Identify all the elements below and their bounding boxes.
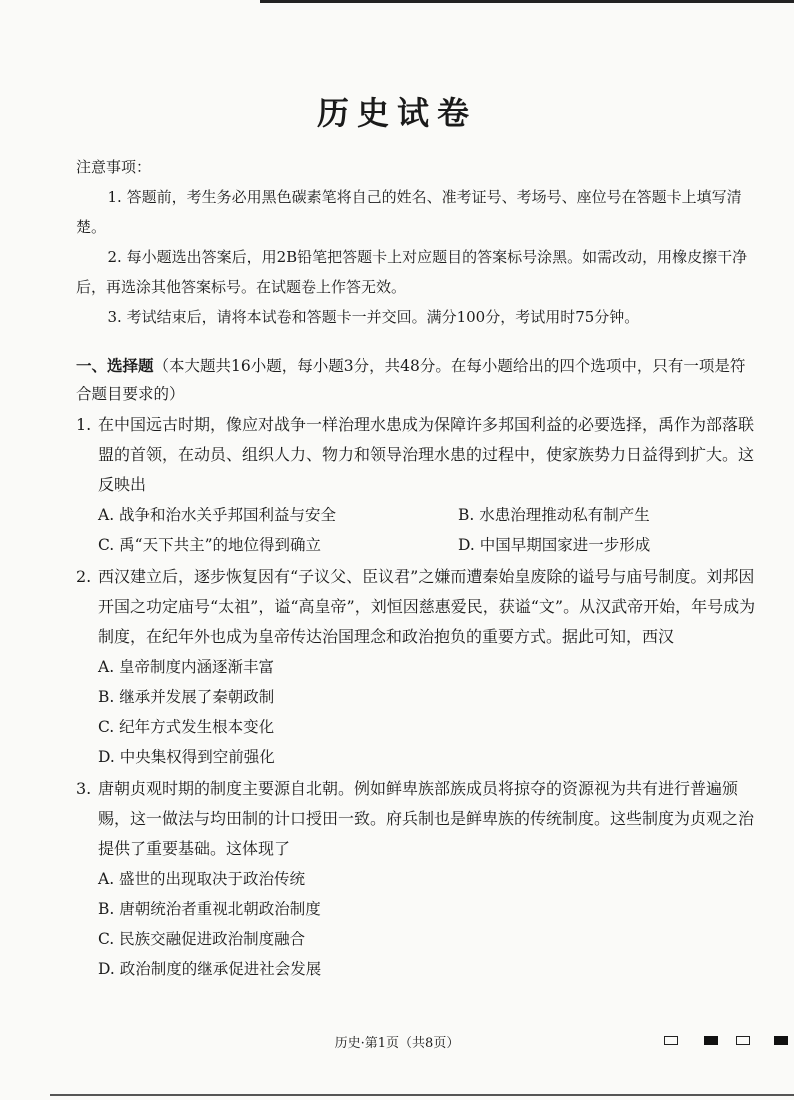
section-heading bbox=[76, 352, 756, 408]
option-d: D. 中央集权得到空前强化 bbox=[98, 748, 275, 766]
notice-item: 1. 答题前，考生务必用黑色碳素笔将自己的姓名、准考证号、考场号、座位号在答题卡上填写清楚。 bbox=[76, 188, 742, 236]
question-number: 2. bbox=[76, 567, 92, 586]
hollow-mark-icon bbox=[664, 1036, 678, 1045]
question-3 bbox=[76, 774, 756, 864]
option-c: C. 纪年方式发生根本变化 bbox=[98, 718, 275, 736]
notice-item: 3. 考试结束后，请将本试卷和答题卡一并交回。满分100分，考试用时75分钟。 bbox=[107, 308, 640, 326]
option-c: C. 禹“天下共主”的地位得到确立 bbox=[98, 536, 322, 554]
page-title: 历史试卷 bbox=[316, 94, 477, 132]
question-3-options bbox=[76, 864, 756, 984]
option-b: B. 水患治理推动私有制产生 bbox=[458, 506, 650, 524]
scan-registration-marks bbox=[662, 1034, 792, 1048]
option-a: A. 盛世的出现取决于政治传统 bbox=[98, 870, 306, 888]
notice-heading: 注意事项： bbox=[76, 158, 152, 176]
question-stem: 在中国远古时期，像应对战争一样治理水患成为保障许多邦国利益的必要选择，禹作为部落联盟的首领，在动员、组织人力、物力和领导治理水患的过程中，使家族势力日益得到扩大。这反映出 bbox=[98, 415, 755, 494]
question-2 bbox=[76, 562, 756, 652]
section-label: 一、选择题 bbox=[76, 356, 154, 375]
question-stem: 唐朝贞观时期的制度主要源自北朝。例如鲜卑族部族成员将掠夺的资源视为共有进行普遍颁赐，这一做法与均田制的计口授田一致。府兵制也是鲜卑族的传统制度。这些制度为贞观之治提供了重要基础。这体现了 bbox=[98, 779, 755, 858]
page-footer: 历史·第1页（共8页） bbox=[334, 1036, 460, 1051]
scan-edge-top bbox=[260, 0, 794, 3]
option-a: A. 皇帝制度内涵逐渐丰富 bbox=[98, 658, 275, 676]
solid-mark-icon bbox=[774, 1036, 788, 1045]
option-b: B. 唐朝统治者重视北朝政治制度 bbox=[98, 900, 321, 918]
option-d: D. 中国早期国家进一步形成 bbox=[458, 536, 651, 554]
question-number: 3. bbox=[76, 779, 92, 798]
option-d: D. 政治制度的继承促进社会发展 bbox=[98, 960, 322, 978]
section-description: （本大题共16小题，每小题3分，共48分。在每小题给出的四个选项中，只有一项是符合题目要求的） bbox=[76, 357, 746, 403]
question-2-options bbox=[76, 652, 756, 772]
question-number: 1. bbox=[76, 415, 92, 434]
option-b: B. 继承并发展了秦朝政制 bbox=[98, 688, 275, 706]
option-a: A. 战争和治水关乎邦国利益与安全 bbox=[98, 506, 337, 524]
question-1-options bbox=[76, 500, 756, 560]
scan-edge-bottom bbox=[50, 1094, 794, 1096]
notice-item: 2. 每小题选出答案后，用2B铅笔把答题卡上对应题目的答案标号涂黑。如需改动，用橡皮擦干净后，再选涂其他答案标号。在试题卷上作答无效。 bbox=[76, 248, 748, 296]
option-c: C. 民族交融促进政治制度融合 bbox=[98, 930, 306, 948]
solid-mark-icon bbox=[704, 1036, 718, 1045]
exam-body bbox=[76, 152, 756, 984]
question-1 bbox=[76, 410, 756, 500]
hollow-mark-icon bbox=[736, 1036, 750, 1045]
question-stem: 西汉建立后，逐步恢复因有“子议父、臣议君”之嫌而遭秦始皇废除的谥号与庙号制度。刘邦因开国之功定庙号“太祖”，谥“高皇帝”，刘恒因慈惠爱民，获谥“文”。从汉武帝开始，年号成为制度，在纪年外也成为皇帝传达治国理念和政治抱负的重要方式。据此可知，西汉 bbox=[98, 567, 756, 646]
